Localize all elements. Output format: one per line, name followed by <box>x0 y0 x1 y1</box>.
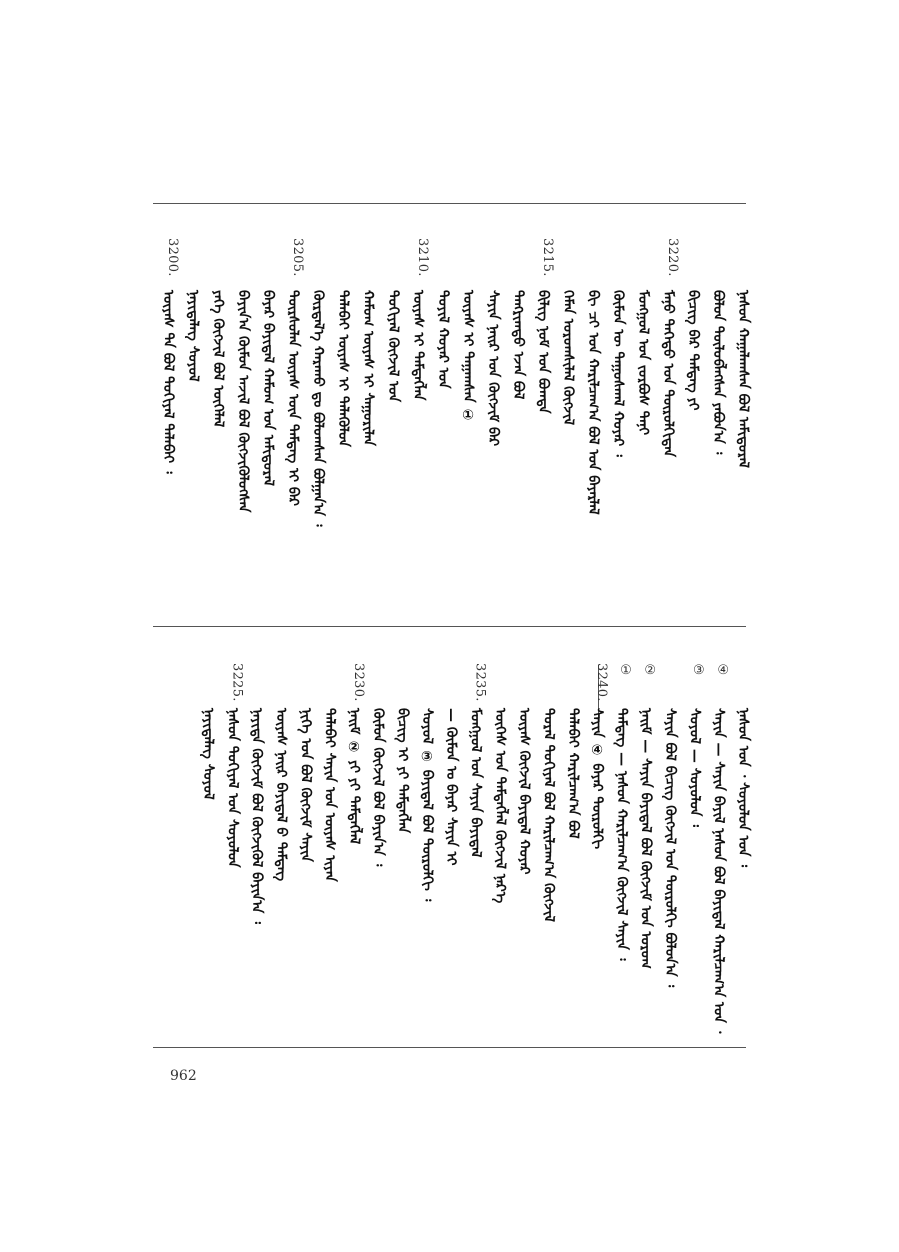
verse-text: ᠰᠠᠶᠢᠨ ᠨᠠᠢᠷ ᠤᠨ ᠬᠥᠭᠵᠢᠮ ᠪᠡᠷ <box>485 290 501 447</box>
verse-text: ᠦᠶᠡᠰ ᠬᠥᠭᠵᠢᠯ ᠪᠠᠶᠢᠳᠠᠯ ᠬᠣᠶᠠᠷ <box>516 708 533 875</box>
verse-text: ᠲᠠᠯᠠᠪᠠᠢ ᠰᠠᠶᠢᠨ ᠤᠨ ᠦᠶᠡᠰ ᠢᠶᠡᠨ <box>321 708 338 882</box>
line-number: 3210. <box>415 238 430 277</box>
verse-text: ᠦᠭᠡᠰ ᠤᠨ ᠲᠡᠮᠳᠡᠭᠯᠡᠯ ᠬᠥᠭᠵᠢᠯ ᠨᠡᠷ᠎ᠡ <box>491 708 508 904</box>
verse-text: ᠰᠠᠶᠢᠨ ④ ᠪᠠᠶᠠᠷ ᠲᠥᠷᠥᠯᠬᠢ <box>589 708 606 850</box>
verse-text: ᠨᠡᠶᠢᠲᠡᠯᠡᠭ ᠰᠣᠶᠣᠯ <box>185 290 201 382</box>
line-number: 3230. <box>350 663 366 702</box>
verse-text: ᠨᠡᠢᠮ ② ᠶᠢ ᠶᠢ ᠲᠡᠮᠳᠡᠭᠯᠡᠯ <box>345 708 362 845</box>
verse-text: ᠬᠦᠮᠦᠨ ᠦ ᠲᠠᠭᠤᠰᠬᠠᠯ ᠬᠣᠶᠠᠷ ᠄ <box>610 290 626 457</box>
verse-text: ᠨᠡᠢᠮ — ᠰᠠᠶᠢᠨ ᠪᠠᠶᠢᠳᠠᠯ ᠪᠣᠯ ᠬᠥᠭᠵᠢᠮ ᠤᠨ ᠤᠷᠤᠭ <box>637 708 654 969</box>
verse-text: ᠦᠶᠡᠰ ᠨᠠᠢᠷ ᠪᠠᠶᠢᠳᠠᠯ ᠪ ᠲᠡᠮᠳᠡᠭ <box>272 708 289 882</box>
verse-text: ᠬᠡᠮᠡᠨ ᠤᠷᠤᠭᠰᠢᠯᠠᠯ ᠬᠥᠭᠵᠢᠯ <box>560 290 576 426</box>
verse-text: ᠳᠤᠶᠢᠯ ᠬᠣᠶᠠᠷ ᠤᠨ <box>435 290 451 389</box>
verse-text: ᠰᠠᠶᠢᠨ ᠪᠣᠯ ᠪᠢᠴᠢᠭ᠌ ᠬᠥᠭᠵᠢᠯ ᠤᠨ ᠲᠥᠷᠥᠯᠬᠢ ᠪᠣᠯᠤᠨ᠎ᠠ ᠄ <box>662 708 679 988</box>
verse-text: ᠲᠠᠯᠠᠪᠠᠢ ᠬᠠᠷᠢᠯᠴᠠᠭ᠎ᠠ ᠪᠣᠯ <box>564 708 581 839</box>
verse-text: ᠮᠣᠩᠭᠣᠯ ᠤᠨ ᠰᠠᠶᠢᠨ ᠪᠠᠶᠢᠳᠠᠯ <box>467 708 484 858</box>
verse-text: ᠦᠶᠡᠰ ᠢ ᠲᠡᠮᠳᠡᠭᠯᠡᠨ <box>410 290 426 401</box>
top-rule <box>153 203 746 204</box>
verse-text: ᠶᠡᠬᠡ ᠬᠥᠭᠵᠢᠯ ᠪᠣᠯ ᠦᠭᠡᠯᠡᠯ <box>210 290 226 428</box>
verse-text: ᠨᠠᠰᠤᠨ ᠲᠣᠬᠢᠶᠠᠯ ᠤᠨ ᠰᠣᠶᠣᠯᠤᠨ <box>224 708 241 868</box>
verse-text: ᠮᠣᠩᠭᠣᠯ ᠤᠨ ᠵᠤᠷᠪᠤᠰ ᠲᠠᠨᠢ <box>635 290 651 436</box>
verse-text: ᠪᠠᠶᠠᠷ ᠪᠠᠶᠢᠳᠠᠯ ᠬᠠᠮᠤᠭ ᠤᠨ ᠠᠮᠢᠳᠤᠷᠠᠯ <box>260 290 276 486</box>
verse-text: ᠨᠠᠰᠤᠨ ᠤᠨ ᠂ ᠰᠣᠶᠣᠯᠤᠨ ᠤᠨ ᠄ <box>735 708 751 868</box>
verse-text: ᠲᠠᠯᠠᠪᠠᠢ ᠦᠶᠡᠰ ᠢ ᠲᠡᠯᠡᠭᠦᠯᠦᠨ <box>335 290 351 447</box>
line-number: 3215. <box>540 238 555 277</box>
middle-rule <box>153 626 746 627</box>
verse-text: ᠪᠢᠴᠢᠭ ᠢ ᠶᠢ ᠲᠡᠮᠳᠡᠭᠯᠡᠨ <box>394 708 411 834</box>
verse-text: ᠳᠦᠷᠰᠦᠯᠡᠨ ᠦᠶᠡᠰ ᠦᠨ ᠲᠡᠮᠳᠡᠭ ᠢ ᠪᠡᠷ <box>285 290 301 506</box>
page-number: 962 <box>170 1068 197 1084</box>
line-number: ① <box>618 663 634 679</box>
verse-text: — ᠬᠦᠮᠦᠨ ᠤ ᠪᠠᠶᠠᠷ ᠰᠠᠶᠢᠨ ᠢ <box>443 708 460 866</box>
line-number: 3225. <box>229 663 245 702</box>
verse-text: ᠳᠤᠷᠠᠯ ᠲᠣᠬᠢᠶᠠᠯ ᠪᠣᠯ ᠬᠠᠷᠢᠯᠴᠠᠭ᠎ᠠ ᠬᠥᠭᠵᠢᠯ <box>540 708 557 922</box>
verse-text: ᠮᠠᠨᠤ ᠳᠡᠭᠡᠳᠦ ᠤᠨ ᠲᠥᠷᠥᠯᠬᠢᠲᠡᠨ <box>660 290 676 458</box>
verse-text: ᠦᠶᠡᠰ ᠲᠠ ᠪᠣᠯ ᠲᠣᠬᠢᠶᠠᠯ ᠲᠠᠯᠠᠪᠠᠢ ᠄ <box>160 290 176 474</box>
line-number: 3240. <box>594 663 610 702</box>
verse-text: ᠪᠢ ᠴᠢ ᠤᠨ ᠬᠠᠷᠢᠯᠴᠠᠭ᠎ᠠ ᠪᠣᠯ ᠤᠨ ᠪᠠᠶᠠᠷᠯᠠᠯ <box>585 290 601 515</box>
line-number: 3200. <box>165 238 180 277</box>
verse-text: ᠦᠶᠡᠰ ᠢ ᠳᠠᠭᠠᠭᠰᠠᠨ ① <box>460 290 476 424</box>
verse-text: ᠪᠢᠯᠢᠭ ᠨᠤᠮ ᠤᠨ ᠪᠣᠭᠳᠠ <box>535 290 551 414</box>
verse-text: ᠬᠦᠮᠦᠨ ᠬᠥᠭᠵᠢᠯ ᠪᠣᠯ ᠪᠠᠶᠢᠨ᠎ᠠ ᠄ <box>370 708 387 867</box>
line-number: 3220. <box>665 238 680 277</box>
line-number: ② <box>642 663 658 679</box>
line-number: 3205. <box>290 238 305 277</box>
line-number: ③ <box>691 663 707 679</box>
verse-text: ᠰᠣᠶᠣᠯ ③ ᠪᠠᠶᠢᠳᠠᠯ ᠪᠣᠯ ᠲᠥᠷᠥᠯᠬᠢ ᠄ <box>418 708 435 902</box>
verse-text: ᠪᠣᠯᠤᠨ ᠲᠥᠯᠥᠪᠯᠡᠭᠰᠡᠨ ᠶᠠᠪᠤᠨ᠎ᠠ ᠄ <box>710 290 726 455</box>
line-number: 3235. <box>472 663 488 702</box>
verse-text: ᠨᠠᠰᠤᠨ ᠬᠠᠭᠠᠯᠠᠭᠰᠠᠨ ᠪᠣᠯ ᠠᠮᠢᠳᠤᠷᠠᠯ <box>735 290 751 469</box>
verse-text: ᠬᠠᠮᠤᠭ ᠦᠶᠡᠰ ᠢ ᠰᠠᠭᠤᠷᠢᠯᠠᠨ <box>360 290 376 446</box>
verse-text: ᠬᠦᠷᠲᠡᠯ᠎ᠡ ᠬᠠᠷᠠᠬᠤ ᠳᠤ ᠪᠣᠯᠤᠭᠰᠠᠨ ᠪᠣᠯᠭᠠᠨ᠎ᠠ ᠄ <box>310 290 326 527</box>
verse-text: ᠰᠠᠶᠢᠨ — ᠰᠠᠶᠢᠨ ᠪᠠᠶᠢᠯ ᠨᠠᠰᠤᠨ ᠪᠣᠯ ᠪᠠᠶᠢᠳᠠᠯ ᠬᠠᠷᠢᠯᠴᠠᠭ᠎ᠠ ᠤᠨ ᠂ <box>710 708 727 1034</box>
verse-text: ᠪᠢᠴᠢᠭ ᠪᠡᠷ ᠲᠡᠮᠳᠡᠭ ᠶᠢ <box>685 290 701 411</box>
verse-text: ᠲᠡᠮᠳᠡᠭ — ᠨᠠᠰᠤᠨ ᠬᠠᠷᠢᠯᠴᠠᠭ᠎ᠠ ᠬᠥᠭᠵᠢᠯ ᠰᠠᠶᠢᠨ ᠄ <box>613 708 630 961</box>
line-number: ④ <box>715 663 731 679</box>
verse-text: ᠪᠠᠶᠢᠨ᠎ᠠ ᠬᠦᠮᠦᠨ ᠠᠵᠢᠯ ᠪᠣᠯ ᠬᠥᠭᠵᠢᠭᠦᠯᠦᠭᠰᠡᠨ <box>235 290 251 513</box>
verse-text: ᠨᠡᠶᠢᠲᠡ ᠬᠥᠭᠵᠢᠮ ᠪᠣᠯ ᠬᠥᠭᠵᠢᠭᠦᠯ ᠪᠠᠶᠢᠨ᠎ᠠ ᠄ <box>248 708 265 924</box>
verse-text: ᠨᠢᠭᠡ ᠤᠨ ᠪᠣᠯ ᠬᠥᠭᠵᠢᠮ ᠰᠠᠶᠢᠨ <box>297 708 314 862</box>
verse-text: ᠲᠠᠩᠷᠢᠭᠲᠤ ᠡᠵᠡᠨ ᠪᠣᠯ <box>510 290 526 400</box>
verse-text: ᠨᠡᠶᠢᠲᠡᠯᠡᠭ ᠰᠣᠶᠣᠯ <box>200 708 216 800</box>
bottom-rule <box>153 1047 746 1048</box>
verse-text: ᠲᠣᠬᠢᠶᠠᠯ ᠬᠥᠭᠵᠢᠯ ᠤᠨ <box>385 290 401 403</box>
verse-text: ᠰᠣᠶᠣᠯ — ᠰᠣᠶᠣᠯᠤᠨ ᠄ <box>686 708 703 827</box>
